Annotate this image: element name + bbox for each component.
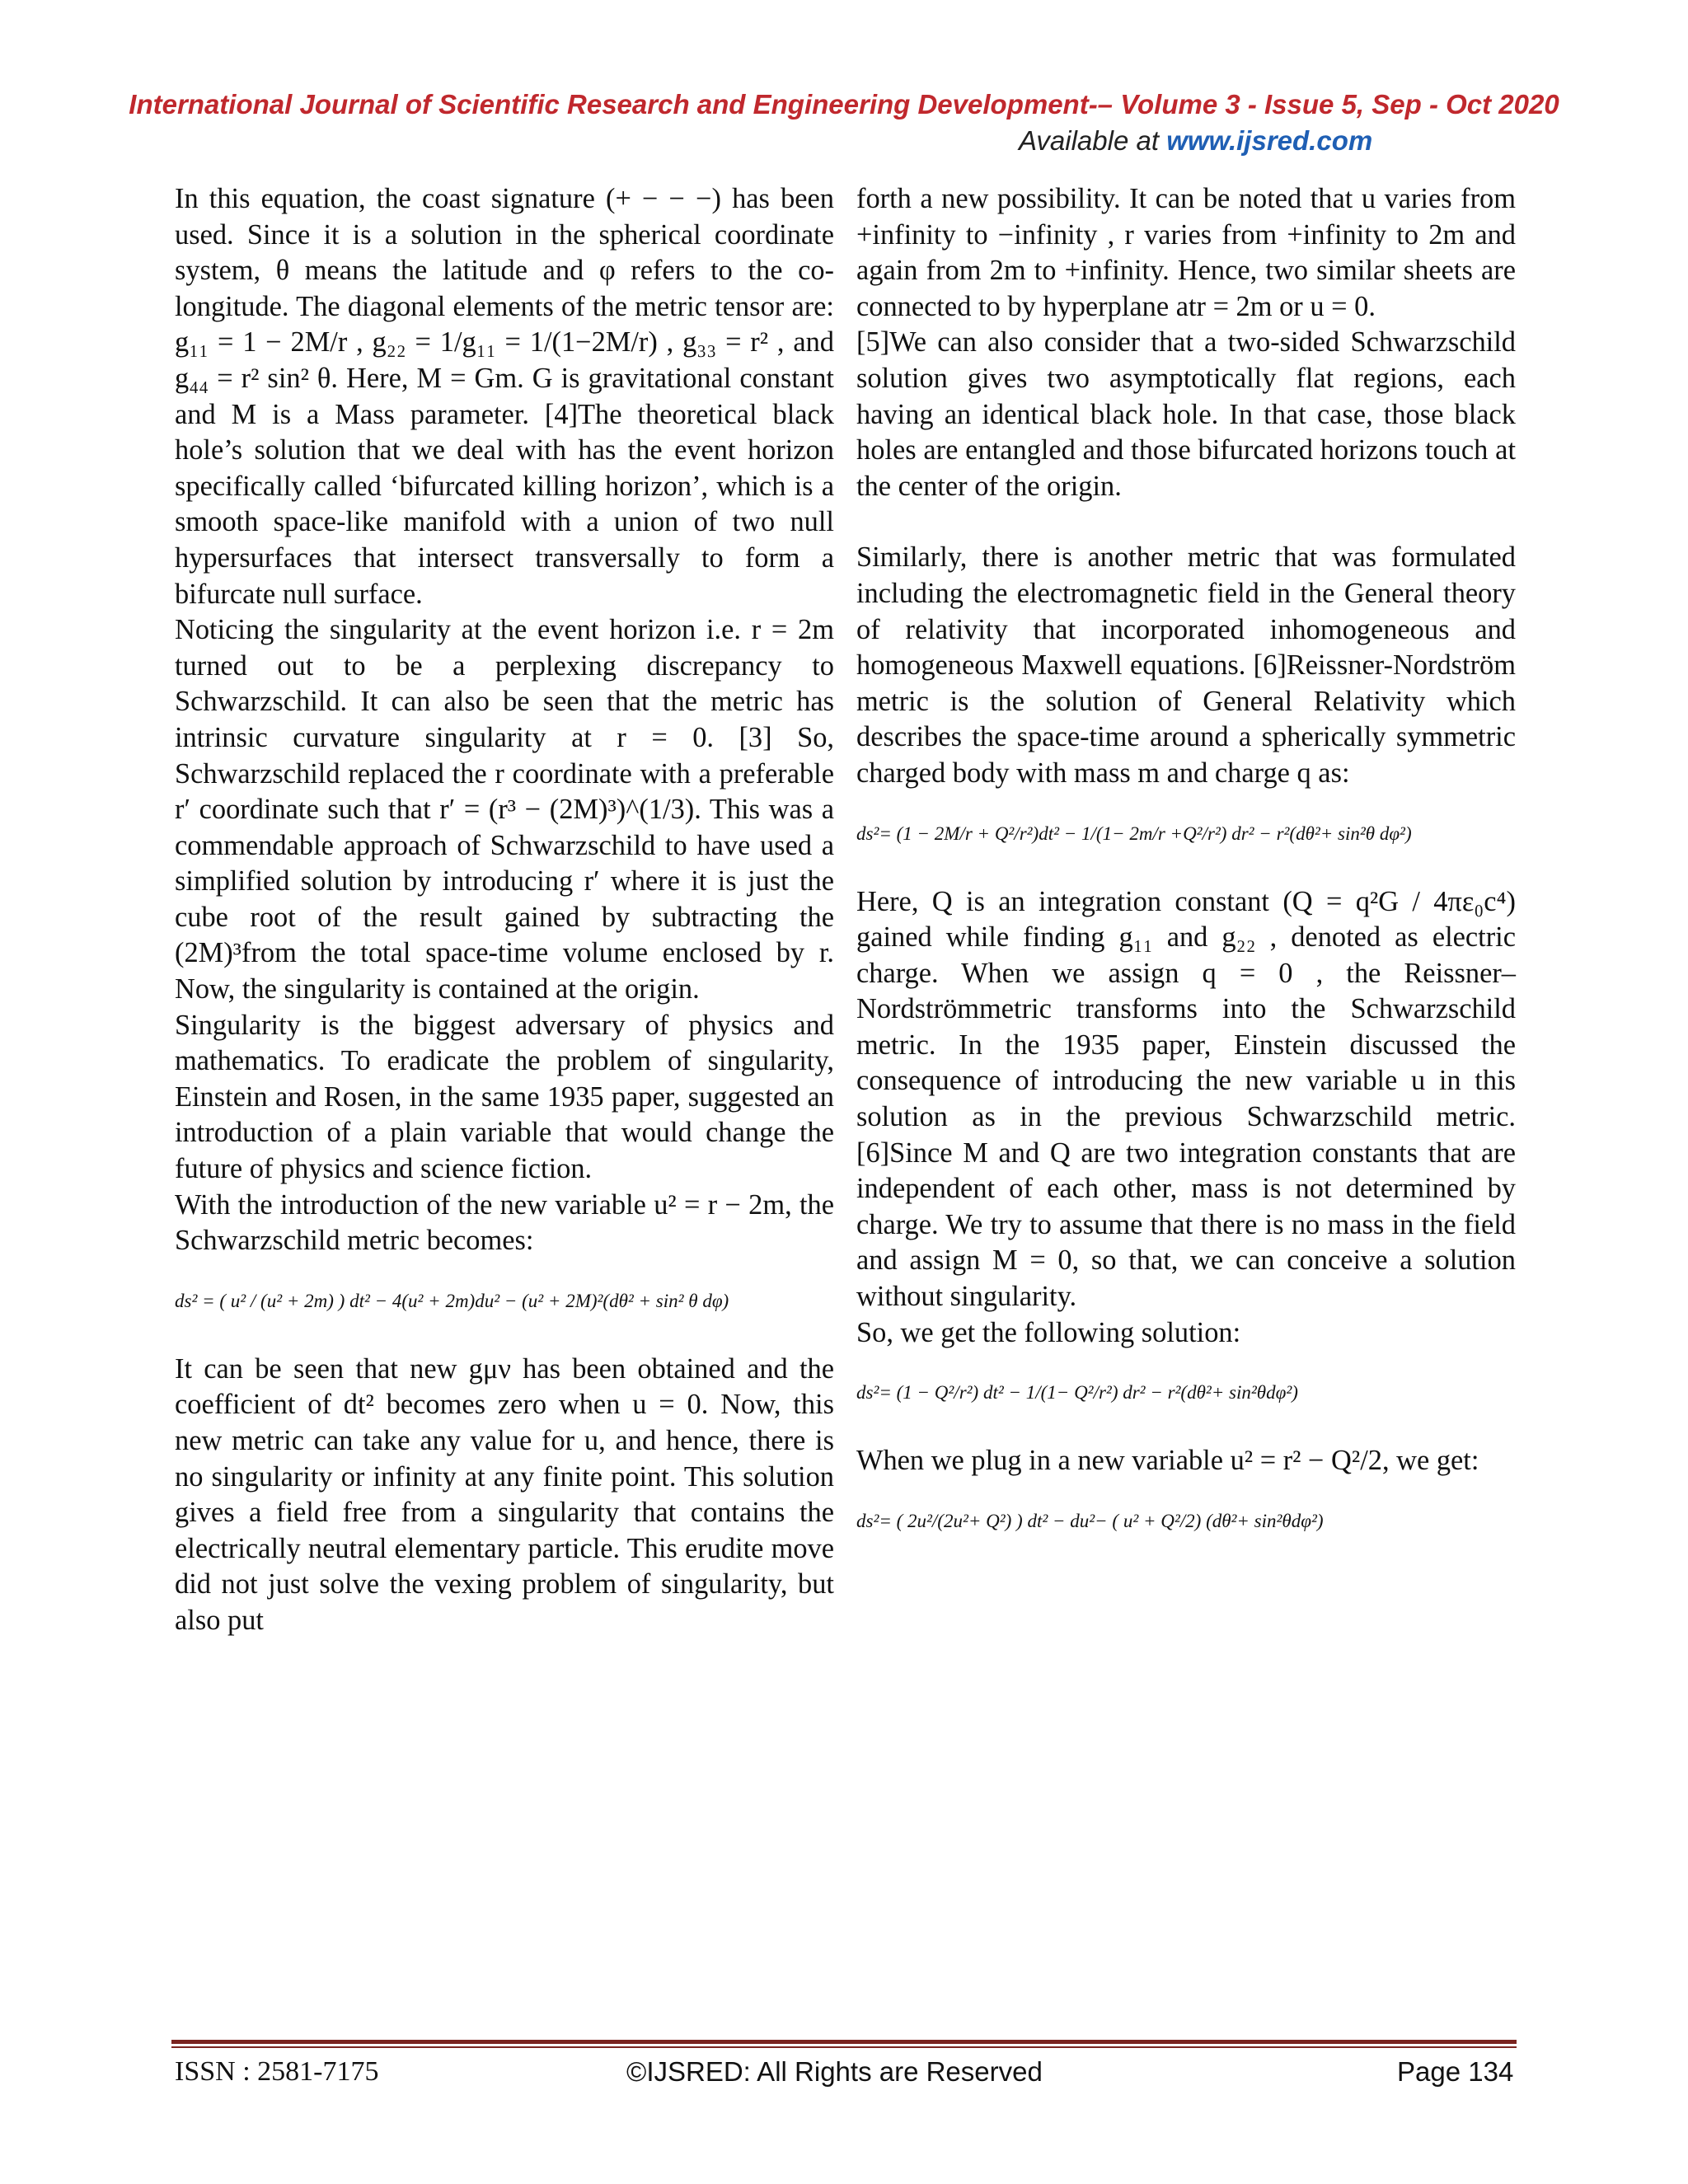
equation-massless-solution: ds²= (1 − Q²/r²) dt² − 1/(1− Q²/r²) dr² − r²(dθ²+ sin²θdφ²) [856, 1382, 1298, 1404]
equation-einstein-rosen: ds² = ( u² / (u² + 2m) ) dt² − 4(u² + 2m)du² − (u² + 2M)²(dθ² + sin² θ dφ) [175, 1290, 729, 1311]
footer-rule-thin [171, 2046, 1517, 2048]
right-paragraph-2: [5]We can also consider that a two-sided Schwarzschild solution gives two asymptotically flat regions, each having an identical black hole. In that case, those black holes are entangled and those bifurcated horizons touch at the center of the origin. [856, 326, 1516, 502]
footer-issn: ISSN : 2581-7175 [175, 2056, 379, 2087]
left-paragraph-5: It can be seen that new gμν has been obtained and the coefficient of dt² becomes zero when u = 0. Now, this new metric can take any value for u, and hence, there is no singularity or infinity at any finite point. This solution gives a field free from a singularity that contains the electrically neutral elementary particle. This erudite move did not just solve the vexing problem of singularity, but also put [175, 1352, 834, 1636]
left-paragraph-2: Noticing the singularity at the event horizon i.e. r = 2m turned out to be a perplexing discrepancy to Schwarzschild. It can also be seen that the metric has intrinsic curvature singularity at r = 0. [3] So, Schwarzschild replaced the r coordinate with a preferable r′ coordinate such that r′ = (r³ − (2M)³)^(1/3). This was a commendable approach of Schwarzschild to have used a simplified solution by introducing r′ where it is just the cube root of the result gained by subtracting the (2M)³from the total space-time volume enclosed by r. Now, the singularity is contained at the origin. [175, 614, 834, 1005]
right-paragraph-1: forth a new possibility. It can be noted that u varies from +infinity to −infinity , r varies from +infinity to 2m and again from 2m to +infinity. Hence, two similar sheets are connected to by hyperplane atr = 2m or u = 0. [856, 183, 1516, 322]
left-paragraph-1: In this equation, the coast signature (+ − − −) has been used. Since it is a solution in the spherical coordinate system, θ means the latitude and φ refers to the co-longitude. The diagonal elements of the metric tensor are: g₁₁ = 1 − 2M/r , g₂₂ = 1/g₁₁ = 1/(1−2M/r) , g₃₃ = r² , and g₄₄ = r² sin² θ. Here, M = Gm. G is gravitational constant and M is a Mass parameter. [4]The theoretical black hole’s solution that we deal with has the event horizon specifically called ‘bifurcated killing horizon’, which is a smooth space-like manifold with a union of two null hypersurfaces that intersect transversally to form a bifurcate null surface. [175, 183, 834, 610]
journal-header: International Journal of Scientific Research and Engineering Development-– Volume 3 - Issue 5, Sep - Oct 2020 [129, 89, 1559, 120]
equation-reissner-nordstrom: ds²= (1 − 2M/r + Q²/r²)dt² − 1/(1− 2m/r +Q²/r²) dr² − r²(dθ²+ sin²θ dφ²) [856, 823, 1412, 844]
right-column [856, 181, 1516, 1572]
right-paragraph-6: When we plug in a new variable u² = r² − Q²/2, we get: [856, 1445, 1479, 1477]
footer-copyright: ©IJSRED: All Rights are Reserved [626, 2056, 1043, 2087]
left-paragraph-4: With the introduction of the new variable u² = r − 2m, the Schwarzschild metric becomes: [175, 1188, 834, 1257]
left-paragraph-3: Singularity is the biggest adversary of physics and mathematics. To eradicate the problem of singularity, Einstein and Rosen, in the same 1935 paper, suggested an introduction of a plain variable that would change the future of physics and science fiction. [175, 1009, 834, 1185]
right-paragraph-4: Here, Q is an integration constant (Q = q²G / 4πε₀c⁴) gained while finding g₁₁ and g₂₂ , denoted as electric charge. When we assign q = 0 , the Reissner–Nordströmmetric transforms into the Schwarzschild metric. In the 1935 paper, Einstein discussed the consequence of introducing the new variable u in this solution as in the previous Schwarzschild metric. [6]Since M and Q are two integration constants that are independent of each other, mass is not determined by charge. We try to assume that there is no mass in the field and assign M = 0, so that, we can conceive a solution without singularity. [856, 885, 1516, 1313]
availability-line [1019, 125, 1372, 157]
equation-new-variable-solution: ds²= ( 2u²/(2u²+ Q²) ) dt² − du²− ( u² + Q²/2) (dθ²+ sin²θdφ²) [856, 1510, 1324, 1531]
footer-rule-thick [171, 2040, 1517, 2044]
right-paragraph-3: Similarly, there is another metric that was formulated including the electromagnetic field in the General theory of relativity that incorporated inhomogeneous and homogeneous Maxwell equations. [6]Reissner-Nordström metric is the solution of General Relativity which describes the space-time around a spherically symmetric charged body with mass m and charge q as: [856, 541, 1516, 789]
footer-page-number: Page 134 [1397, 2056, 1514, 2087]
journal-url[interactable]: www.ijsred.com [1166, 125, 1373, 156]
available-prefix: Available at [1019, 125, 1167, 156]
right-paragraph-5: So, we get the following solution: [856, 1316, 1241, 1348]
left-column [175, 181, 834, 1639]
